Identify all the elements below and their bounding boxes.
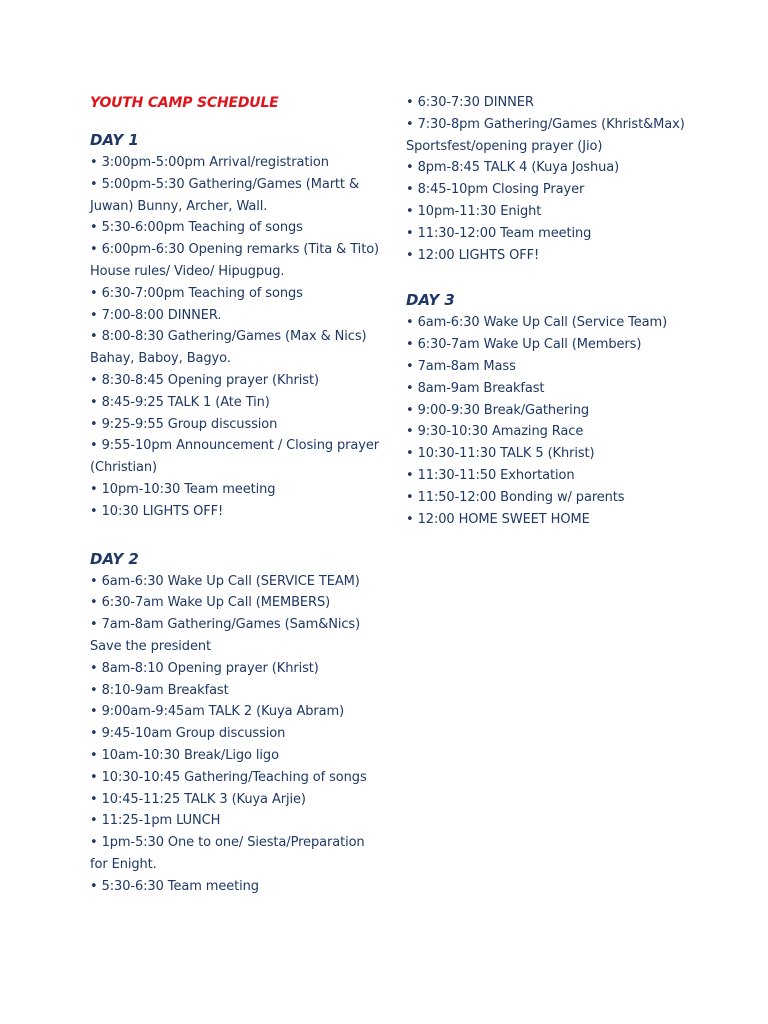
document-title: YOUTH CAMP SCHEDULE	[90, 95, 279, 111]
schedule-item: • 10pm-11:30 Enight	[406, 203, 542, 219]
schedule-item: • 5:00pm-5:30 Gathering/Games (Martt & Juwan) Bunny, Archer, Wall.	[90, 176, 359, 214]
schedule-item: • 7am-8am Gathering/Games (Sam&Nics) Save the president	[90, 617, 361, 654]
schedule-item: • 3:00pm-5:00pm Arrival/registration	[90, 155, 329, 170]
schedule-item: • 8:30-8:45 Opening prayer (Khrist)	[90, 372, 319, 388]
day-3-section	[406, 290, 706, 530]
schedule-item: • 7:30-8pm Gathering/Games (Khrist&Max) Sportsfest/opening prayer (Jio)	[406, 116, 685, 154]
left-column	[90, 92, 380, 924]
day-3-heading: DAY 3	[406, 291, 455, 310]
schedule-item: • 7:00-8:00 DINNER.	[90, 307, 222, 323]
schedule-item: • 7am-8am Mass	[406, 358, 516, 374]
schedule-item: • 12:00 LIGHTS OFF!	[406, 247, 540, 263]
day-1-section	[90, 130, 380, 523]
schedule-item: • 5:30-6:00pm Teaching of songs	[90, 220, 303, 236]
schedule-item: • 10:30-11:30 TALK 5 (Khrist)	[406, 446, 595, 462]
schedule-item: • 6:30-7:30 DINNER	[406, 95, 534, 110]
schedule-item: • 8pm-8:45 TALK 4 (Kuya Joshua)	[406, 160, 620, 176]
schedule-item: • 9:25-9:55 Group discussion	[90, 416, 278, 432]
schedule-item: • 9:00-9:30 Break/Gathering	[406, 402, 589, 418]
schedule-item: • 8:45-10pm Closing Prayer	[406, 182, 585, 198]
day-2-continued-section	[406, 92, 706, 266]
schedule-item: • 6am-6:30 Wake Up Call (SERVICE TEAM)	[90, 573, 360, 589]
day-2-continued-list	[406, 92, 706, 266]
schedule-item: • 9:00am-9:45am TALK 2 (Kuya Abram)	[90, 704, 345, 720]
day-1-heading: DAY 1	[90, 131, 139, 149]
day-2-heading: DAY 2	[90, 549, 139, 568]
schedule-item: • 9:45-10am Group discussion	[90, 726, 286, 742]
schedule-item: • 11:25-1pm LUNCH	[90, 813, 221, 829]
schedule-item: • 8am-8:10 Opening prayer (Khrist)	[90, 660, 319, 676]
schedule-item: • 5:30-6:30 Team meeting	[90, 878, 259, 894]
schedule-item: • 11:30-11:50 Exhortation	[406, 467, 575, 483]
schedule-item: • 12:00 HOME SWEET HOME	[406, 511, 590, 527]
schedule-item: • 6:30-7am Wake Up Call (MEMBERS)	[90, 595, 331, 611]
schedule-item: • 1pm-5:30 One to one/ Siesta/Preparation for Enight.	[90, 835, 365, 872]
schedule-item: • 6:00pm-6:30 Opening remarks (Tita & Tito) House rules/ Video/ Hipugpug.	[90, 242, 380, 279]
schedule-item: • 10pm-10:30 Team meeting	[90, 481, 276, 497]
schedule-item: • 6:30-7am Wake Up Call (Members)	[406, 337, 642, 353]
schedule-item: • 10am-10:30 Break/Ligo ligo	[90, 747, 279, 763]
day-3-list	[406, 312, 706, 530]
schedule-item: • 10:30-10:45 Gathering/Teaching of songs	[90, 769, 367, 785]
schedule-item: • 9:30-10:30 Amazing Race	[406, 424, 584, 440]
schedule-item: • 9:55-10pm Announcement / Closing prayer (Christian)	[90, 438, 380, 476]
schedule-item: • 8:10-9am Breakfast	[90, 682, 229, 698]
schedule-item: • 6:30-7:00pm Teaching of songs	[90, 285, 303, 301]
schedule-item: • 6am-6:30 Wake Up Call (Service Team)	[406, 315, 668, 331]
schedule-item: • 10:30 LIGHTS OFF!	[90, 503, 224, 519]
day-2-list	[90, 571, 380, 898]
day-2-section	[90, 549, 380, 898]
schedule-item: • 8:00-8:30 Gathering/Games (Max & Nics) Bahay, Baboy, Bagyo.	[90, 329, 367, 367]
schedule-item: • 8:45-9:25 TALK 1 (Ate Tin)	[90, 394, 270, 410]
right-column	[406, 92, 706, 556]
day-1-list	[90, 152, 380, 523]
schedule-item: • 11:50-12:00 Bonding w/ parents	[406, 489, 625, 505]
schedule-item: • 8am-9am Breakfast	[406, 380, 545, 396]
schedule-item: • 10:45-11:25 TALK 3 (Kuya Arjie)	[90, 791, 306, 807]
schedule-item: • 11:30-12:00 Team meeting	[406, 225, 592, 241]
